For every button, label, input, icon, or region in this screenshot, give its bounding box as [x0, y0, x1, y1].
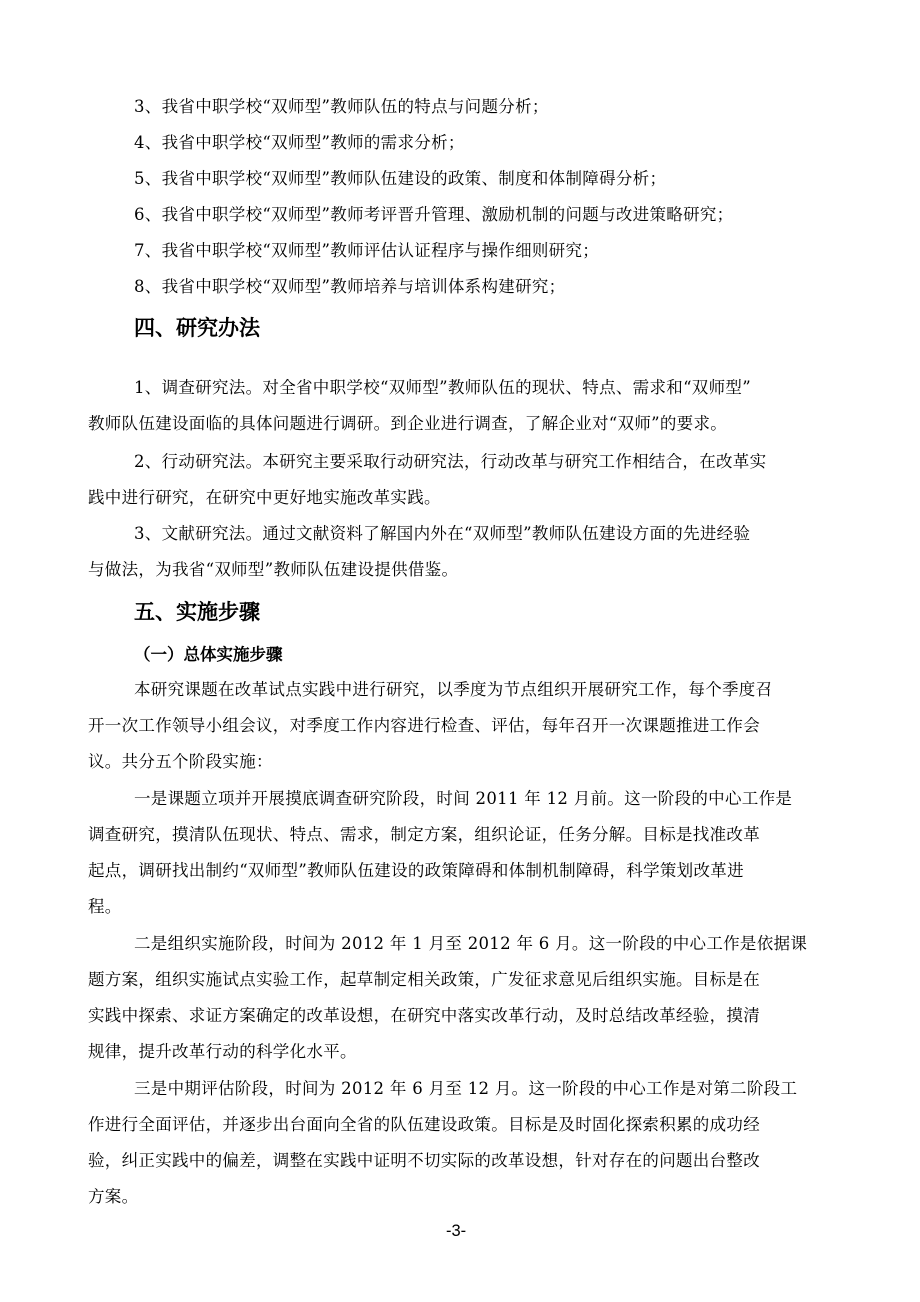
paragraph-line: 规律，提升改革行动的科学化水平。 [88, 1042, 357, 1061]
page-number: -3- [446, 1222, 467, 1240]
paragraph-line: 议。共分五个阶段实施： [88, 752, 273, 771]
paragraph-line: 3、文献研究法。通过文献资料了解国内外在“双师型”教师队伍建设方面的先进经验 [134, 524, 751, 543]
section-heading-research-methods: 四、研究办法 [134, 316, 260, 340]
paragraph-line: 1、调查研究法。对全省中职学校“双师型”教师队伍的现状、特点、需求和“双师型” [134, 378, 751, 397]
paragraph-line: 起点，调研找出制约“双师型”教师队伍建设的政策障碍和体制机制障碍，科学策划改革进 [88, 861, 744, 880]
subsection-heading-overall-steps: （一）总体实施步骤 [134, 645, 283, 664]
paragraph-line: 2、行动研究法。本研究主要采取行动研究法，行动改革与研究工作相结合，在改革实 [134, 452, 767, 471]
paragraph-line: 一是课题立项并开展摸底调查研究阶段，时间 2011 年 12 月前。这一阶段的中心工作是 [134, 789, 793, 808]
paragraph-line: 二是组织实施阶段，时间为 2012 年 1 月至 2012 年 6 月。这一阶段的中心工作是依据课 [134, 934, 808, 953]
list-item-4: 4、我省中职学校“双师型”教师的需求分析； [134, 133, 465, 152]
list-item-5: 5、我省中职学校“双师型”教师队伍建设的政策、制度和体制障碍分析； [134, 169, 667, 188]
paragraph-line: 程。 [88, 897, 122, 916]
paragraph-line: 教师队伍建设面临的具体问题进行调研。到企业进行调查，了解企业对“双师”的要求。 [88, 414, 728, 433]
list-item-3: 3、我省中职学校“双师型”教师队伍的特点与问题分析； [134, 97, 549, 116]
paragraph-line: 开一次工作领导小组会议，对季度工作内容进行检查、评估，每年召开一次课题推进工作会 [88, 716, 760, 735]
paragraph-line: 题方案，组织实施试点实验工作，起草制定相关政策，广发征求意见后组织实施。目标是在 [88, 970, 760, 989]
paragraph-line: 本研究课题在改革试点实践中进行研究，以季度为节点组织开展研究工作，每个季度召 [134, 680, 773, 699]
paragraph-line: 作进行全面评估，并逐步出台面向全省的队伍建设政策。目标是及时固化探索积累的成功经 [88, 1115, 760, 1134]
paragraph-line: 调查研究，摸清队伍现状、特点、需求，制定方案，组织论证，任务分解。目标是找准改革 [88, 825, 760, 844]
paragraph-line: 验，纠正实践中的偏差，调整在实践中证明不切实际的改革设想，针对存在的问题出台整改 [88, 1151, 760, 1170]
list-item-6: 6、我省中职学校“双师型”教师考评晋升管理、激励机制的问题与改进策略研究； [134, 205, 734, 224]
paragraph-line: 实践中探索、求证方案确定的改革设想，在研究中落实改革行动，及时总结改革经验，摸清 [88, 1006, 760, 1025]
paragraph-line: 践中进行研究，在研究中更好地实施改革实践。 [88, 488, 441, 507]
list-item-7: 7、我省中职学校“双师型”教师评估认证程序与操作细则研究； [134, 241, 600, 260]
section-heading-implementation-steps: 五、实施步骤 [134, 600, 260, 624]
paragraph-line: 与做法，为我省“双师型”教师队伍建设提供借鉴。 [88, 560, 459, 579]
paragraph-line: 方案。 [88, 1187, 139, 1206]
paragraph-line: 三是中期评估阶段，时间为 2012 年 6 月至 12 月。这一阶段的中心工作是对第二阶段工 [134, 1079, 798, 1098]
list-item-8: 8、我省中职学校“双师型”教师培养与培训体系构建研究； [134, 277, 566, 296]
